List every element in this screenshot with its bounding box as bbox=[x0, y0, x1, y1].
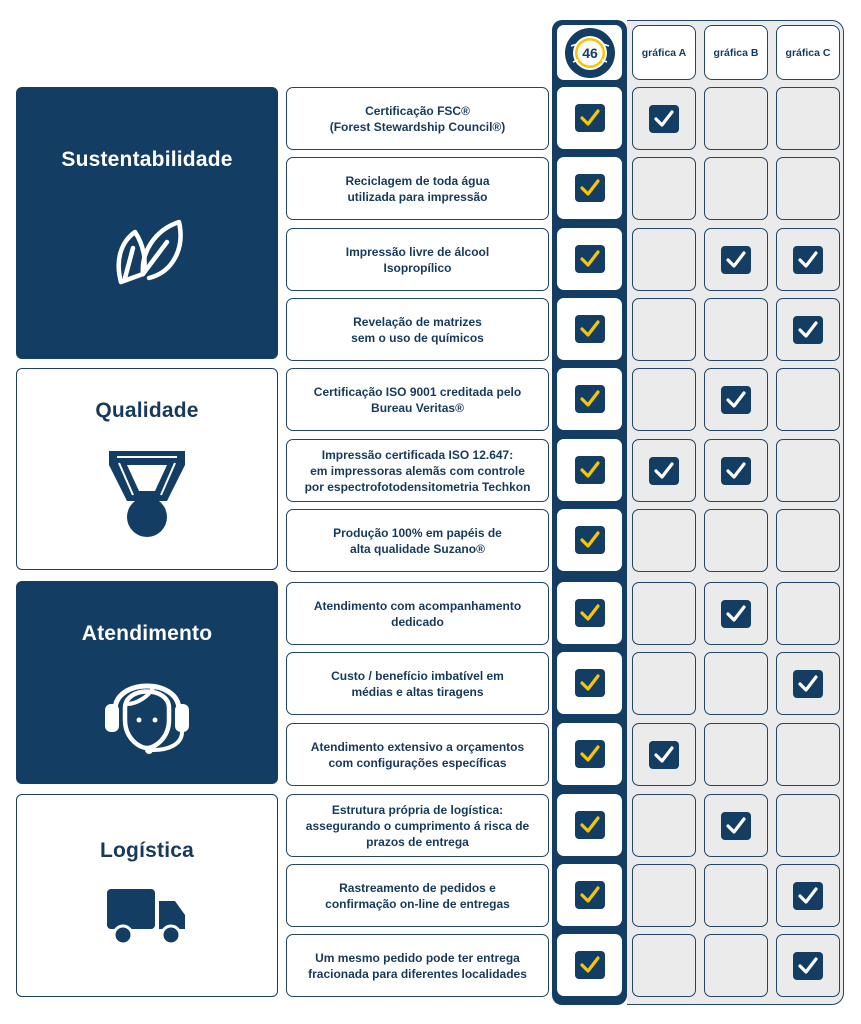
feature-label: Rastreamento de pedidos e confirmação on-line de entregas bbox=[286, 864, 549, 927]
cell-46 bbox=[557, 652, 622, 714]
checkmark-yellow-icon bbox=[575, 104, 605, 132]
header-competitor-c: gráfica C bbox=[776, 25, 840, 80]
feature-label: Revelação de matrizes sem o uso de químicos bbox=[286, 298, 549, 361]
cell-competitor-b bbox=[704, 228, 768, 291]
feature-label: Atendimento extensivo a orçamentos com configurações específicas bbox=[286, 723, 549, 786]
truck-icon bbox=[105, 885, 189, 952]
cell-competitor-a bbox=[632, 439, 696, 502]
cell-competitor-a bbox=[632, 368, 696, 431]
cell-competitor-c bbox=[776, 509, 840, 572]
cell-competitor-c bbox=[776, 157, 840, 220]
cell-competitor-b bbox=[704, 439, 768, 502]
brand-46-logo-icon bbox=[563, 26, 617, 80]
cell-competitor-b bbox=[704, 157, 768, 220]
cell-competitor-a bbox=[632, 87, 696, 150]
checkmark-yellow-icon bbox=[575, 951, 605, 979]
cell-competitor-c bbox=[776, 934, 840, 997]
cell-competitor-b bbox=[704, 87, 768, 150]
cell-competitor-b bbox=[704, 509, 768, 572]
checkmark-yellow-icon bbox=[575, 245, 605, 273]
cell-competitor-a bbox=[632, 228, 696, 291]
feature-label: Impressão livre de álcool Isopropílico bbox=[286, 228, 549, 291]
feature-label: Custo / benefício imbatível em médias e altas tiragens bbox=[286, 652, 549, 715]
cell-competitor-b bbox=[704, 934, 768, 997]
cell-competitor-c bbox=[776, 582, 840, 645]
cell-46 bbox=[557, 298, 622, 360]
cell-competitor-a bbox=[632, 509, 696, 572]
checkmark-yellow-icon bbox=[575, 881, 605, 909]
cell-46 bbox=[557, 228, 622, 290]
category-sustentabilidade bbox=[16, 87, 278, 359]
checkmark-white-icon bbox=[721, 600, 751, 628]
category-title: Logística bbox=[100, 839, 194, 862]
checkmark-white-icon bbox=[721, 812, 751, 840]
cell-46 bbox=[557, 582, 622, 644]
category-title: Qualidade bbox=[95, 399, 199, 422]
brand-logo-text: 46 bbox=[581, 44, 598, 61]
feature-label: Certificação FSC® (Forest Stewardship Council®) bbox=[286, 87, 549, 150]
cell-competitor-a bbox=[632, 157, 696, 220]
checkmark-white-icon bbox=[649, 741, 679, 769]
cell-competitor-a bbox=[632, 652, 696, 715]
cell-competitor-a bbox=[632, 723, 696, 786]
header-competitor-a: gráfica A bbox=[632, 25, 696, 80]
checkmark-yellow-icon bbox=[575, 456, 605, 484]
cell-competitor-a bbox=[632, 934, 696, 997]
cell-competitor-b bbox=[704, 864, 768, 927]
cell-competitor-c bbox=[776, 864, 840, 927]
feature-label: Produção 100% em papéis de alta qualidade Suzano® bbox=[286, 509, 549, 572]
category-logistica bbox=[16, 794, 278, 997]
cell-competitor-c bbox=[776, 228, 840, 291]
leaf-icon bbox=[107, 212, 187, 297]
cell-46 bbox=[557, 439, 622, 501]
cell-competitor-b bbox=[704, 582, 768, 645]
category-atendimento bbox=[16, 581, 278, 784]
cell-competitor-c bbox=[776, 87, 840, 150]
checkmark-white-icon bbox=[721, 457, 751, 485]
checkmark-white-icon bbox=[721, 246, 751, 274]
cell-competitor-c bbox=[776, 723, 840, 786]
checkmark-white-icon bbox=[793, 670, 823, 698]
cell-competitor-a bbox=[632, 794, 696, 857]
cell-46 bbox=[557, 368, 622, 430]
cell-competitor-b bbox=[704, 723, 768, 786]
cell-46 bbox=[557, 864, 622, 926]
category-title: Atendimento bbox=[81, 622, 213, 645]
feature-label: Impressão certificada ISO 12.647: em impressoras alemãs com controle por espectrofotodensitometria Techkon bbox=[286, 439, 549, 502]
cell-competitor-b bbox=[704, 794, 768, 857]
cell-46 bbox=[557, 87, 622, 149]
cell-competitor-c bbox=[776, 298, 840, 361]
feature-label: Reciclagem de toda água utilizada para impressão bbox=[286, 157, 549, 220]
checkmark-yellow-icon bbox=[575, 811, 605, 839]
cell-competitor-c bbox=[776, 439, 840, 502]
checkmark-white-icon bbox=[793, 952, 823, 980]
cell-46 bbox=[557, 794, 622, 856]
cell-competitor-c bbox=[776, 794, 840, 857]
checkmark-yellow-icon bbox=[575, 599, 605, 627]
feature-label: Atendimento com acompanhamento dedicado bbox=[286, 582, 549, 645]
category-title: Sustentabilidade bbox=[61, 148, 233, 171]
cell-46 bbox=[557, 509, 622, 571]
checkmark-yellow-icon bbox=[575, 669, 605, 697]
checkmark-white-icon bbox=[793, 882, 823, 910]
checkmark-yellow-icon bbox=[575, 315, 605, 343]
cell-competitor-b bbox=[704, 298, 768, 361]
cell-46 bbox=[557, 723, 622, 785]
checkmark-white-icon bbox=[649, 105, 679, 133]
cell-competitor-a bbox=[632, 864, 696, 927]
cell-competitor-b bbox=[704, 368, 768, 431]
checkmark-yellow-icon bbox=[575, 740, 605, 768]
cell-competitor-a bbox=[632, 582, 696, 645]
feature-label: Um mesmo pedido pode ter entrega fracionada para diferentes localidades bbox=[286, 934, 549, 997]
medal-icon bbox=[105, 443, 189, 544]
cell-46 bbox=[557, 934, 622, 996]
checkmark-white-icon bbox=[793, 246, 823, 274]
cell-46 bbox=[557, 157, 622, 219]
cell-competitor-c bbox=[776, 368, 840, 431]
cell-competitor-b bbox=[704, 652, 768, 715]
checkmark-yellow-icon bbox=[575, 526, 605, 554]
checkmark-white-icon bbox=[649, 457, 679, 485]
checkmark-yellow-icon bbox=[575, 385, 605, 413]
feature-label: Estrutura própria de logística: assegurando o cumprimento á risca de prazos de entrega bbox=[286, 794, 549, 857]
cell-competitor-a bbox=[632, 298, 696, 361]
brand-logo-header bbox=[557, 25, 622, 80]
cell-competitor-c bbox=[776, 652, 840, 715]
feature-label: Certificação ISO 9001 creditada pelo Bureau Veritas® bbox=[286, 368, 549, 431]
checkmark-white-icon bbox=[721, 386, 751, 414]
checkmark-white-icon bbox=[793, 316, 823, 344]
headset-icon bbox=[97, 658, 197, 763]
checkmark-yellow-icon bbox=[575, 174, 605, 202]
category-qualidade bbox=[16, 368, 278, 570]
header-competitor-b: gráfica B bbox=[704, 25, 768, 80]
